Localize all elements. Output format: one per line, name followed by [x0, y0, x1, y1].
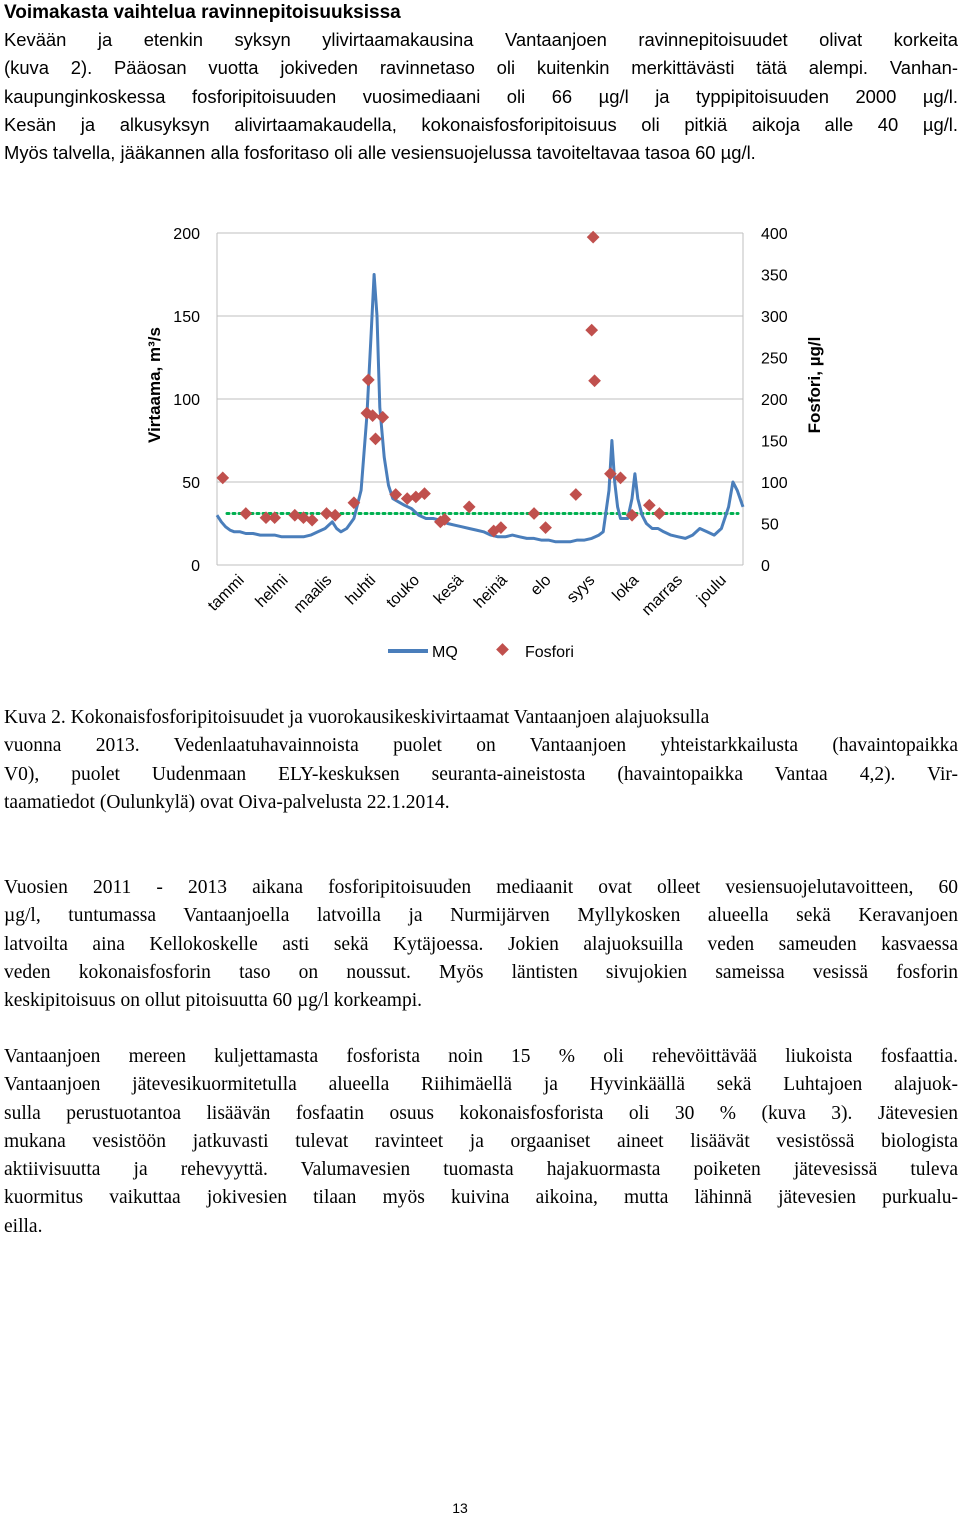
y-axis-label: Virtaama, m³/s: [145, 327, 164, 443]
x-tick-label: kesä: [430, 571, 467, 608]
x-tick-label: tammi: [204, 571, 248, 615]
data-point: [362, 374, 375, 387]
legend-point-swatch: [496, 643, 509, 656]
y2-tick-label: 100: [761, 475, 788, 492]
paragraph-line: sulla perustuotantoa lisäävän fosfaatin osuus kokonaisfosforista oli 30 % (kuva 3). Jätevesien: [4, 1102, 958, 1124]
flow-phosphorus-chart: [130, 215, 850, 675]
x-tick-label: heinä: [471, 571, 511, 612]
data-point: [528, 507, 541, 520]
series-points-fosfori: [216, 231, 665, 538]
data-point: [653, 507, 666, 520]
paragraph-line: mukana vesistöön jatkuvasti tulevat ravinteet ja orgaaniset aineet lisäävät vesistössä biologista: [4, 1130, 958, 1152]
chart-svg: [130, 215, 850, 675]
caption-line: taamatiedot (Oulunkylä) ovat Oiva-palvelusta 22.1.2014.: [4, 791, 450, 813]
y2-tick-label: 50: [761, 516, 779, 534]
paragraph-line: latvoilta aina Kellokoskelle asti sekä Kytäjoessa. Jokien alajuoksuilla veden sameuden kasvaessa: [4, 933, 958, 955]
y-tick-label: 100: [173, 392, 200, 409]
x-tick-label: helmi: [252, 571, 292, 611]
x-tick-label: huhti: [342, 571, 380, 609]
x-tick-label: elo: [527, 571, 555, 599]
intro-line: Kesän ja alkusyksyn alivirtaamakaudella, kokonaisfosforipitoisuus oli pitkiä aikoja alle 40 µg/l.: [4, 113, 958, 135]
chart-legend: [388, 643, 574, 661]
data-point: [643, 499, 656, 512]
data-point: [369, 432, 382, 445]
figure-caption: [4, 704, 958, 817]
y-tick-label: 150: [173, 309, 200, 326]
x-tick-label: touko: [383, 571, 424, 612]
intro-paragraph: [4, 26, 958, 167]
intro-line: (kuva 2). Pääosan vuotta jokiveden ravinnetaso oli kuitenkin merkittävästi tätä alempi. Vanhan-: [4, 57, 958, 79]
x-tick-label: syys: [563, 571, 599, 607]
paragraph-line: Vantaanjoen jätevesikuormitetulla alueella Riihimäellä ja Hyvinkäällä sekä Luhtajoen alajuok-: [4, 1074, 958, 1096]
data-point: [239, 507, 252, 520]
y-tick-label: 200: [173, 226, 200, 243]
intro-line: kaupunginkoskessa fosforipitoisuuden vuosimediaani oli 66 µg/l ja typpipitoisuuden 2000 µg/l.: [4, 85, 958, 107]
page-number: 13: [452, 1500, 468, 1516]
paragraph-line: keskipitoisuus on ollut pitoisuutta 60 µg/l korkeampi.: [4, 990, 423, 1012]
chart-y2-axis: [761, 226, 788, 575]
data-point: [463, 501, 476, 514]
data-point: [376, 411, 389, 424]
intro-line: Myös talvella, jääkannen alla fosforitaso oli alle vesiensuojelussa tavoiteltavaa tasoa 60 µg/l.: [4, 142, 756, 164]
paragraph-line: aktiivisuutta ja rehevyyttä. Valumavesien tuomasta hajakuormasta poiketen jätevesissä tuleva: [4, 1159, 958, 1181]
x-tick-label: maalis: [290, 571, 336, 617]
paragraph-line: veden kokonaisfosforin taso on noussut. Myös läntisten sivujokien sameissa vesissä fosforin: [4, 961, 958, 983]
intro-line: Kevään ja etenkin syksyn ylivirtaamakausina Vantaanjoen ravinnepitoisuudet olivat korkeita: [4, 29, 958, 50]
chart-x-axis: [205, 572, 730, 619]
legend-label-mq: MQ: [432, 644, 458, 661]
y2-tick-label: 350: [761, 267, 788, 285]
section-heading: Voimakasta vaihtelua ravinnepitoisuuksissa: [4, 2, 401, 23]
body-paragraph-2: [4, 874, 958, 1015]
y2-tick-label: 400: [761, 226, 788, 243]
y2-tick-label: 250: [761, 350, 788, 368]
paragraph-line: Vantaanjoen mereen kuljettamasta fosforista noin 15 % oli rehevöittävää liukoista fosfaattia.: [4, 1046, 958, 1067]
caption-line: V0), puolet Uudenmaan ELY-keskuksen seuranta-aineistosta (havaintopaikka Vantaa 4,2). Vir-: [4, 763, 958, 785]
body-paragraph-3: [4, 1043, 958, 1241]
caption-line: Kuva 2. Kokonaisfosforipitoisuudet ja vuorokausikeskivirtaamat Vantaanjoen alajuoksulla: [4, 707, 710, 728]
x-tick-label: joulu: [693, 571, 730, 608]
y2-tick-label: 200: [761, 392, 788, 409]
x-tick-label: marras: [638, 571, 687, 620]
paragraph-line: eilla.: [4, 1215, 43, 1237]
y2-axis-label: Fosfori, µg/l: [805, 336, 824, 434]
y2-tick-label: 0: [761, 558, 770, 575]
y2-tick-label: 300: [761, 309, 788, 326]
paragraph-line: Vuosien 2011 - 2013 aikana fosforipitoisuuden mediaanit ovat olleet vesiensuojelutavoitteen, 60: [4, 877, 958, 898]
caption-line: vuonna 2013. Vedenlaatuhavainnoista puolet on Vantaanjoen yhteistarkkailusta (havaintopaikka: [4, 735, 958, 757]
data-point: [585, 324, 598, 337]
chart-y-axis: [173, 226, 200, 575]
data-point: [539, 521, 552, 534]
x-tick-label: loka: [609, 571, 643, 605]
paragraph-line: kuormitus vaikuttaa jokivesien tilaan myös kuivina aikoina, mutta lähinnä jätevesien purkualu-: [4, 1187, 958, 1209]
series-line-mq: [217, 275, 743, 542]
legend-label-fosfori: Fosfori: [525, 644, 574, 661]
data-point: [329, 509, 342, 522]
paragraph-line: µg/l, tuntumassa Vantaanjoella latvoilla ja Nurmijärven Myllykosken alueella sekä Keravanjoen: [4, 905, 958, 927]
data-point: [569, 488, 582, 501]
y-tick-label: 50: [182, 475, 200, 492]
y-tick-label: 0: [191, 558, 200, 575]
data-point: [588, 374, 601, 387]
y2-tick-label: 150: [761, 433, 788, 451]
